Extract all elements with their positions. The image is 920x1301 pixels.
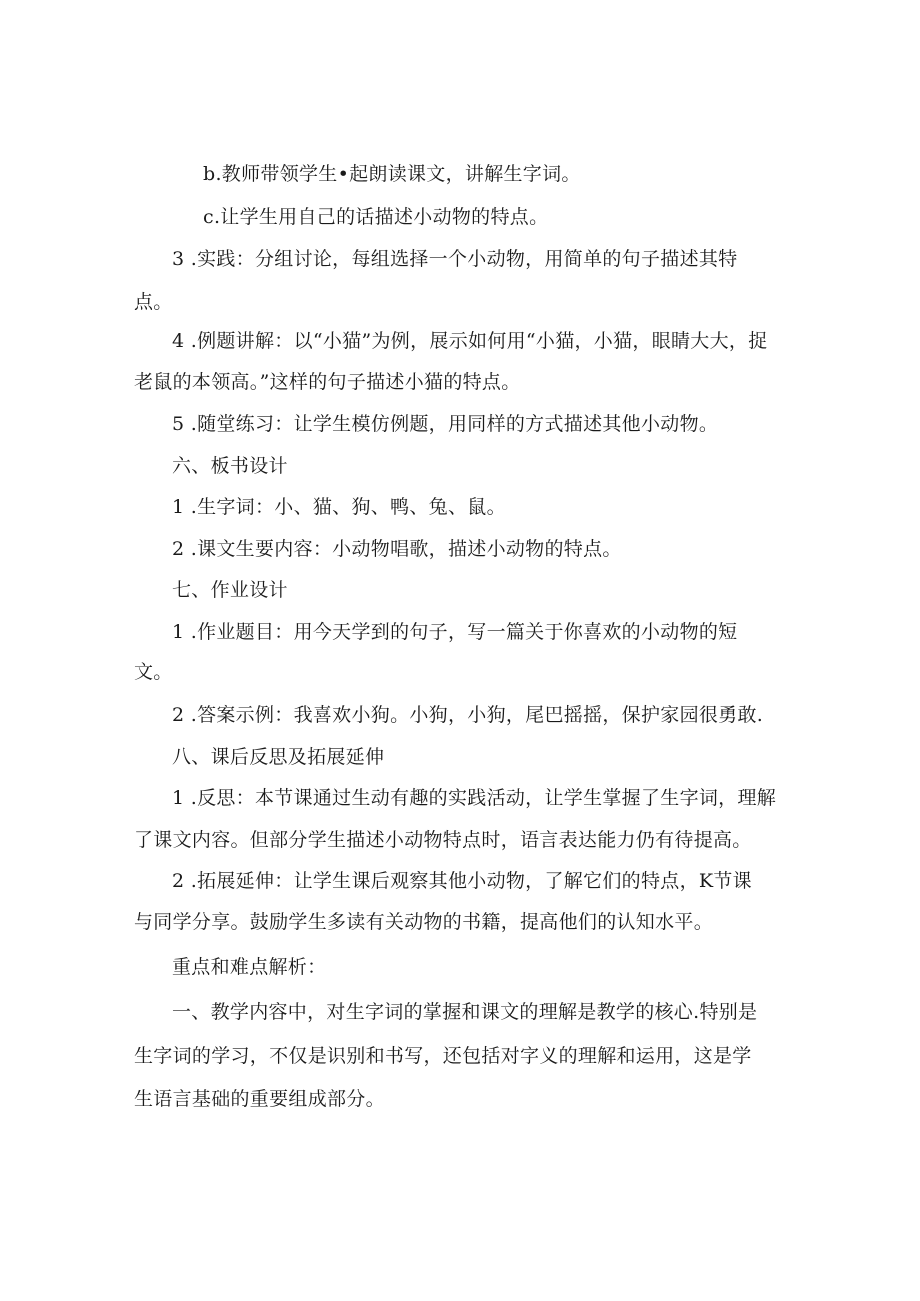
text-line-b: b.教师带领学生•起朗读课文，讲解生字词。	[203, 163, 581, 185]
section-heading-board: 六、板书设计	[172, 455, 288, 477]
text-line-homework-1: 1 .作业题目：用今天学到的句子，写一篇关于你喜欢的小动物的短	[172, 621, 738, 643]
text-line-board-2: 2 .课文生要内容：小动物唱歌，描述小动物的特点。	[172, 538, 622, 560]
text-line-analysis-1-cont: 生字词的学习，不仅是识别和书写，还包括对字义的理解和运用，这是学	[134, 1045, 752, 1067]
section-heading-reflection: 八、课后反思及拓展延伸	[172, 746, 385, 768]
text-line-reflection-2: 2 .拓展延伸：让学生课后观察其他小动物，了解它们的特点，K节课	[172, 870, 752, 892]
text-line-homework-1-cont: 文。	[134, 661, 173, 683]
text-line-board-1: 1 .生字词：小、猫、狗、鸭、兔、鼠。	[172, 496, 506, 518]
section-heading-analysis: 重点和难点解析：	[172, 956, 327, 978]
text-line-reflection-1: 1 .反思：本节课通过生动有趣的实践活动，让学生掌握了生字词，理解	[172, 787, 777, 809]
text-line-reflection-2-cont: 与同学分享。鼓励学生多读有关动物的书籍，提高他们的认知水平。	[134, 911, 714, 933]
text-line-example: 4 .例题讲解：以“小猫”为例，展示如何用“小猫，小猫，眼睛大大，捉	[172, 330, 768, 352]
text-line-practice: 3 .实践：分组讨论，每组选择一个小动物，用简单的句子描述其特	[172, 248, 738, 270]
text-line-analysis-1: 一、教学内容中，对生字词的掌握和课文的理解是教学的核心.特别是	[172, 1001, 758, 1023]
text-line-practice-cont: 点。	[134, 291, 173, 313]
text-line-example-cont: 老鼠的本领高。”这样的句子描述小猫的特点。	[134, 371, 521, 393]
text-line-exercise: 5 .随堂练习：让学生模仿例题，用同样的方式描述其他小动物。	[172, 413, 719, 435]
text-line-analysis-1-end: 生语言基础的重要组成部分。	[134, 1088, 385, 1110]
text-line-homework-2: 2 .答案示例：我喜欢小狗。小狗，小狗，尾巴摇摇，保护家园很勇敢.	[172, 704, 764, 726]
text-line-c: c.让学生用自己的话描述小动物的特点。	[203, 206, 549, 228]
text-line-reflection-1-cont: 了课文内容。但部分学生描述小动物特点时，语言表达能力仍有待提高。	[134, 829, 752, 851]
section-heading-homework: 七、作业设计	[172, 579, 288, 601]
